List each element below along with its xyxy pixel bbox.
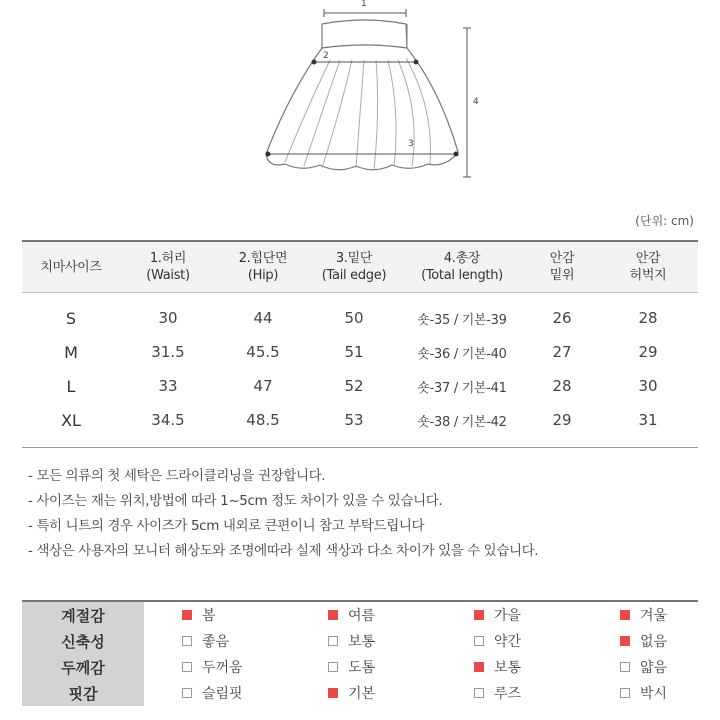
checked-box-icon: [328, 688, 338, 698]
checked-box-icon: [474, 662, 484, 672]
cell-size: S: [65, 308, 77, 328]
cell-tail: 50: [344, 309, 364, 327]
cell-length: 숏-35 / 기본-39: [417, 312, 507, 328]
feature-option: [582, 654, 698, 680]
feature-option-label: 봄: [202, 608, 216, 624]
cell-waist: 34.5: [151, 411, 185, 429]
feature-option-label: 루즈: [494, 686, 522, 702]
unchecked-box-icon: [182, 636, 192, 646]
feature-option-label: 얇음: [640, 660, 668, 676]
cell-size: M: [64, 342, 78, 362]
checked-box-icon: [474, 610, 484, 620]
cell-length: 숏-36 / 기본-40: [417, 346, 507, 362]
cell-waist: 33: [158, 377, 178, 395]
note-item: - 사이즈는 재는 위치,방법에 따라 1~5cm 정도 차이가 있을 수 있습니다.: [28, 493, 443, 509]
feature-option-label: 좋음: [202, 634, 230, 650]
feature-option-label: 보통: [494, 660, 522, 676]
product-feature-table: [22, 600, 698, 706]
unit-label: (단위: cm): [635, 214, 694, 228]
feature-option: [582, 628, 698, 654]
feature-option: [290, 601, 436, 628]
feature-label: 두께감: [22, 654, 144, 680]
size-chart-table: [22, 240, 698, 448]
header-lining-thigh: 안감 허벅지: [629, 251, 667, 283]
feature-option: [144, 654, 290, 680]
table-row: [22, 335, 698, 369]
unchecked-box-icon: [620, 662, 630, 672]
cell-size: XL: [61, 410, 81, 430]
skirt-waistband: [322, 20, 407, 48]
cell-lining-rise: 29: [552, 411, 572, 429]
feature-option-label: 가을: [494, 608, 522, 624]
feature-option: [144, 628, 290, 654]
feature-row: [22, 654, 698, 680]
feature-option-label: 기본: [348, 686, 376, 702]
unchecked-box-icon: [328, 662, 338, 672]
feature-option: [436, 654, 582, 680]
cell-lining-thigh: 30: [638, 377, 658, 395]
care-notes-list: [28, 464, 538, 564]
checked-box-icon: [620, 610, 630, 620]
unchecked-box-icon: [620, 688, 630, 698]
unchecked-box-icon: [474, 636, 484, 646]
cell-size: L: [66, 376, 76, 396]
header-hip: 2.힙단면 (Hip): [238, 251, 288, 283]
header-waist: 1.허리 (Waist): [146, 251, 190, 283]
feature-option: [290, 680, 436, 706]
table-row: [22, 369, 698, 403]
label-3: 3: [408, 139, 414, 149]
feature-label: 핏감: [22, 680, 144, 706]
note-item: - 색상은 사용자의 모니터 해상도와 조명에따라 실제 색상과 다소 차이가 있을 수 있습니다.: [28, 543, 539, 559]
feature-option: [290, 654, 436, 680]
unchecked-box-icon: [182, 688, 192, 698]
cell-waist: 31.5: [151, 343, 185, 361]
cell-lining-thigh: 29: [638, 343, 658, 361]
skirt-measurement-diagram: [0, 0, 720, 200]
header-tail-edge: 3.밑단 (Tail edge): [321, 251, 387, 283]
cell-lining-rise: 28: [552, 377, 572, 395]
label-1: 1: [361, 0, 367, 9]
table-row: [22, 293, 698, 336]
feature-row: [22, 680, 698, 706]
feature-option: [290, 628, 436, 654]
unchecked-box-icon: [182, 662, 192, 672]
checked-box-icon: [182, 610, 192, 620]
note-item: - 모든 의류의 첫 세탁은 드라이클리닝을 권장합니다.: [28, 468, 326, 484]
feature-row: [22, 628, 698, 654]
note-item: - 특히 니트의 경우 사이즈가 5cm 내외로 큰편이니 참고 부탁드립니다: [28, 518, 425, 534]
cell-hip: 48.5: [246, 411, 280, 429]
feature-option-label: 없음: [640, 634, 668, 650]
feature-option-label: 보통: [348, 634, 376, 650]
feature-option-label: 도톰: [348, 660, 376, 676]
cell-hip: 44: [253, 309, 273, 327]
feature-option: [436, 601, 582, 628]
cell-tail: 52: [344, 377, 364, 395]
cell-tail: 51: [344, 343, 364, 361]
header-total-length: 4.총장 (Total length): [421, 251, 503, 283]
feature-option: [582, 680, 698, 706]
feature-option: [144, 601, 290, 628]
feature-option-label: 슬림핏: [202, 686, 243, 702]
feature-option-label: 두꺼움: [202, 660, 243, 676]
unchecked-box-icon: [474, 688, 484, 698]
cell-tail: 53: [344, 411, 364, 429]
cell-lining-rise: 26: [552, 309, 572, 327]
size-table-header-row: [22, 241, 698, 293]
table-row: [22, 403, 698, 448]
header-size: 치마사이즈: [40, 259, 102, 275]
feature-option-label: 여름: [348, 608, 376, 624]
skirt-body: [266, 45, 458, 170]
unchecked-box-icon: [328, 636, 338, 646]
feature-option: [436, 680, 582, 706]
feature-option: [144, 680, 290, 706]
cell-lining-thigh: 28: [638, 309, 658, 327]
cell-lining-thigh: 31: [638, 411, 658, 429]
cell-length: 숏-38 / 기본-42: [417, 414, 507, 430]
feature-option-label: 약간: [494, 634, 522, 650]
checked-box-icon: [328, 610, 338, 620]
checked-box-icon: [620, 636, 630, 646]
feature-option-label: 박시: [640, 686, 668, 702]
cell-waist: 30: [158, 309, 178, 327]
label-4: 4: [473, 97, 479, 107]
cell-lining-rise: 27: [552, 343, 572, 361]
feature-option: [436, 628, 582, 654]
feature-label: 신축성: [22, 628, 144, 654]
cell-hip: 45.5: [246, 343, 280, 361]
header-lining-rise: 안감 밑위: [549, 251, 575, 283]
feature-label: 계절감: [22, 601, 144, 628]
cell-length: 숏-37 / 기본-41: [417, 380, 507, 396]
label-2: 2: [323, 51, 329, 61]
feature-option: [582, 601, 698, 628]
feature-row: [22, 601, 698, 628]
cell-hip: 47: [253, 377, 273, 395]
feature-option-label: 겨울: [640, 608, 668, 624]
